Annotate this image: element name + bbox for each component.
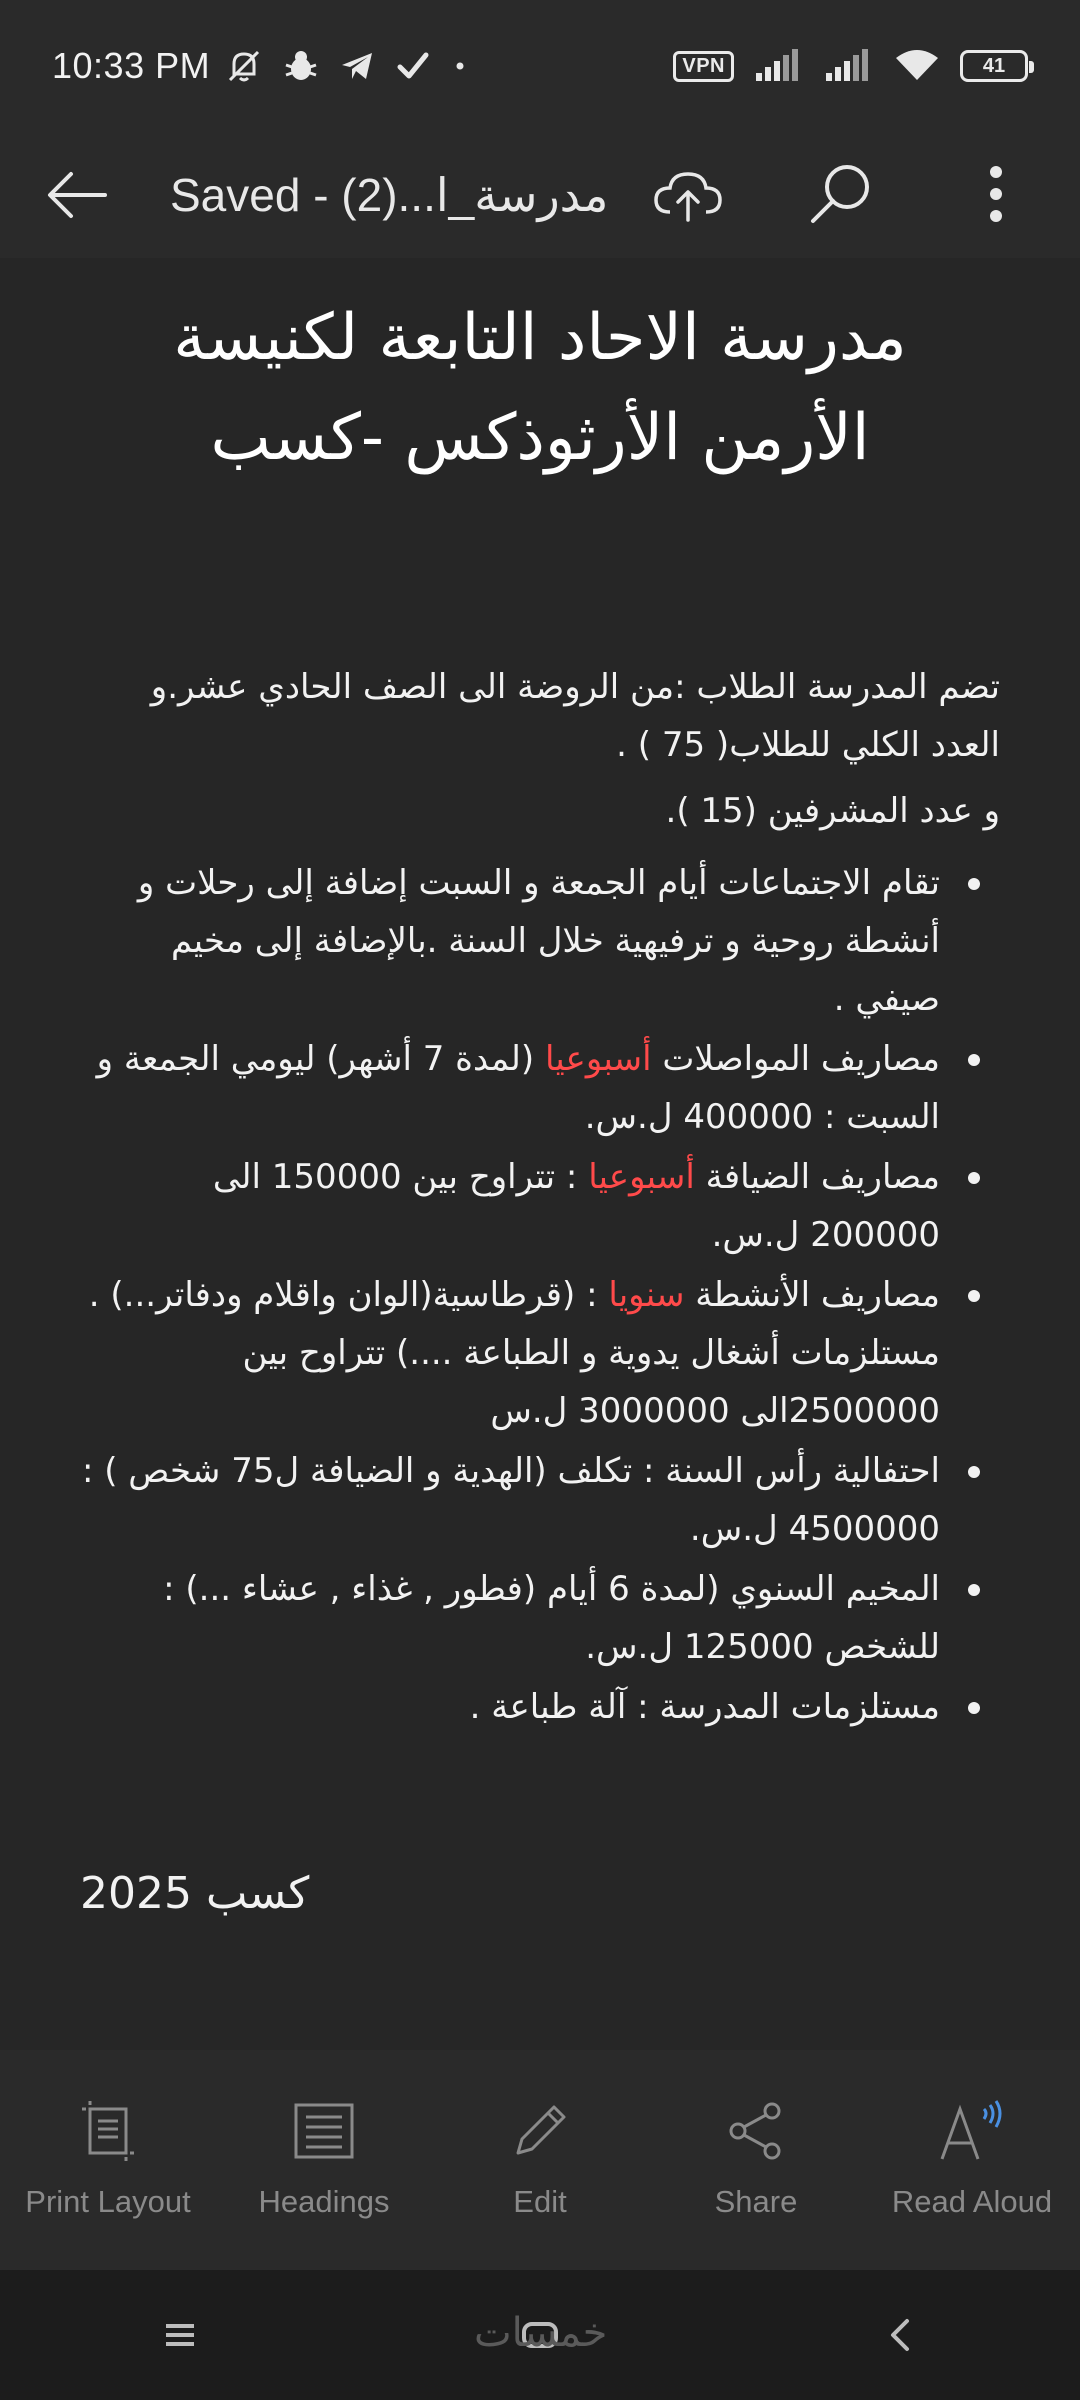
doc-footer: كسب 2025 xyxy=(80,1868,310,1919)
edit-label: Edit xyxy=(513,2184,567,2219)
back-button[interactable] xyxy=(40,158,114,232)
back-icon xyxy=(885,2315,915,2355)
battery-level: 41 xyxy=(982,54,1006,77)
list-item: مصاريف الأنشطة سنويا : (قرطاسية(الوان واقلام ودفاتر...) . مستلزمات أشغال يدوية و الطباعة ....) تتراوح بين 2500000الى 3000000 ل.س xyxy=(80,1266,990,1440)
highlight-text: أسبوعيا xyxy=(544,1039,652,1079)
read-aloud-icon xyxy=(932,2096,1012,2166)
bottom-toolbar xyxy=(0,2050,1080,2270)
cloud-upload-button[interactable] xyxy=(648,156,728,236)
battery-icon xyxy=(960,50,1028,82)
signal-icon xyxy=(824,49,874,83)
doc-title xyxy=(80,288,1000,488)
document-title-bar: Saved - (2)...مدرسة_ا xyxy=(170,169,609,221)
bullet-dot-icon xyxy=(968,878,980,890)
print-layout-label: Print Layout xyxy=(25,2184,191,2219)
bullet-dot-icon xyxy=(968,1054,980,1066)
list-item: تقام الاجتماعات أيام الجمعة و السبت إضافة إلى رحلات و أنشطة روحية و ترفيهية خلال السنة .بالإضافة إلى مخيم صيفي . xyxy=(80,854,990,1028)
bug-icon xyxy=(282,47,320,85)
highlight-text: سنويا xyxy=(608,1275,685,1315)
headings-button[interactable] xyxy=(224,2096,424,2220)
more-vertical-icon xyxy=(986,164,1006,224)
document-content[interactable] xyxy=(0,258,1080,2050)
read-aloud-button[interactable] xyxy=(872,2096,1072,2220)
share-label: Share xyxy=(714,2184,798,2219)
back-arrow-icon xyxy=(45,170,109,220)
bullet-dot-icon xyxy=(968,1466,980,1478)
paragraph-supervisors: و عدد المشرفين (15 ). xyxy=(665,791,1000,831)
nav-back-button[interactable] xyxy=(840,2290,960,2380)
signal-icon xyxy=(754,49,804,83)
headings-icon xyxy=(284,2096,364,2166)
list-item: المخيم السنوي (لمدة 6 أيام (فطور , غذاء , عشاء ...) : للشخص 125000 ل.س. xyxy=(80,1560,990,1676)
edit-button[interactable] xyxy=(440,2096,640,2220)
share-button[interactable] xyxy=(656,2096,856,2220)
app-bar xyxy=(0,132,1080,258)
bullet-dot-icon xyxy=(968,1290,980,1302)
mute-icon xyxy=(224,46,264,86)
print-layout-icon xyxy=(68,2096,148,2166)
wifi-icon xyxy=(894,48,940,84)
bullet-dot-icon xyxy=(968,1172,980,1184)
status-icons-left xyxy=(224,46,470,86)
doc-title-line1: مدرسة الاحاد التابعة لكنيسة xyxy=(173,301,907,375)
search-button[interactable] xyxy=(800,154,880,234)
print-layout-button[interactable] xyxy=(8,2096,208,2220)
watermark-logo: خمسات xyxy=(474,2310,608,2356)
search-icon xyxy=(807,161,873,227)
more-options-button[interactable] xyxy=(966,154,1026,234)
list-item: احتفالية رأس السنة : تكلف (الهدية و الضيافة ل75 شخص ) : 4500000 ل.س. xyxy=(80,1442,990,1558)
highlight-text: أسبوعيا xyxy=(588,1157,695,1197)
doc-body xyxy=(80,658,1000,1738)
check-icon xyxy=(394,47,432,85)
pencil-icon xyxy=(500,2096,580,2166)
headings-label: Headings xyxy=(258,2184,390,2219)
status-time: 10:33 PM xyxy=(52,45,211,86)
bullet-list xyxy=(80,854,1000,1736)
bullet-dot-icon xyxy=(968,1584,980,1596)
vpn-badge: VPN xyxy=(673,51,734,82)
bullet-dot-icon xyxy=(968,1702,980,1714)
list-item: مستلزمات المدرسة : آلة طباعة . xyxy=(80,1678,990,1736)
menu-icon xyxy=(162,2320,198,2350)
list-item: مصاريف المواصلات أسبوعيا (لمدة 7 أشهر) ليومي الجمعة و السبت : 400000 ل.س. xyxy=(80,1030,990,1146)
menu-button[interactable] xyxy=(120,2290,240,2380)
telegram-icon xyxy=(338,47,376,85)
status-bar xyxy=(0,0,1080,132)
share-icon xyxy=(716,2096,796,2166)
dot-icon xyxy=(450,56,470,76)
status-icons-right xyxy=(673,48,1028,84)
cloud-upload-icon xyxy=(652,166,724,226)
doc-title-line2: الأرمن الأرثوذكس -كسب xyxy=(210,401,870,475)
paragraph-students: تضم المدرسة الطلاب :من الروضة الى الصف الحادي عشر.و العدد الكلي للطلاب( 75 ) . xyxy=(150,667,1000,765)
list-item: مصاريف الضيافة أسبوعيا : تتراوح بين 150000 الى 200000 ل.س. xyxy=(80,1148,990,1264)
read-aloud-label: Read Aloud xyxy=(891,2184,1053,2219)
